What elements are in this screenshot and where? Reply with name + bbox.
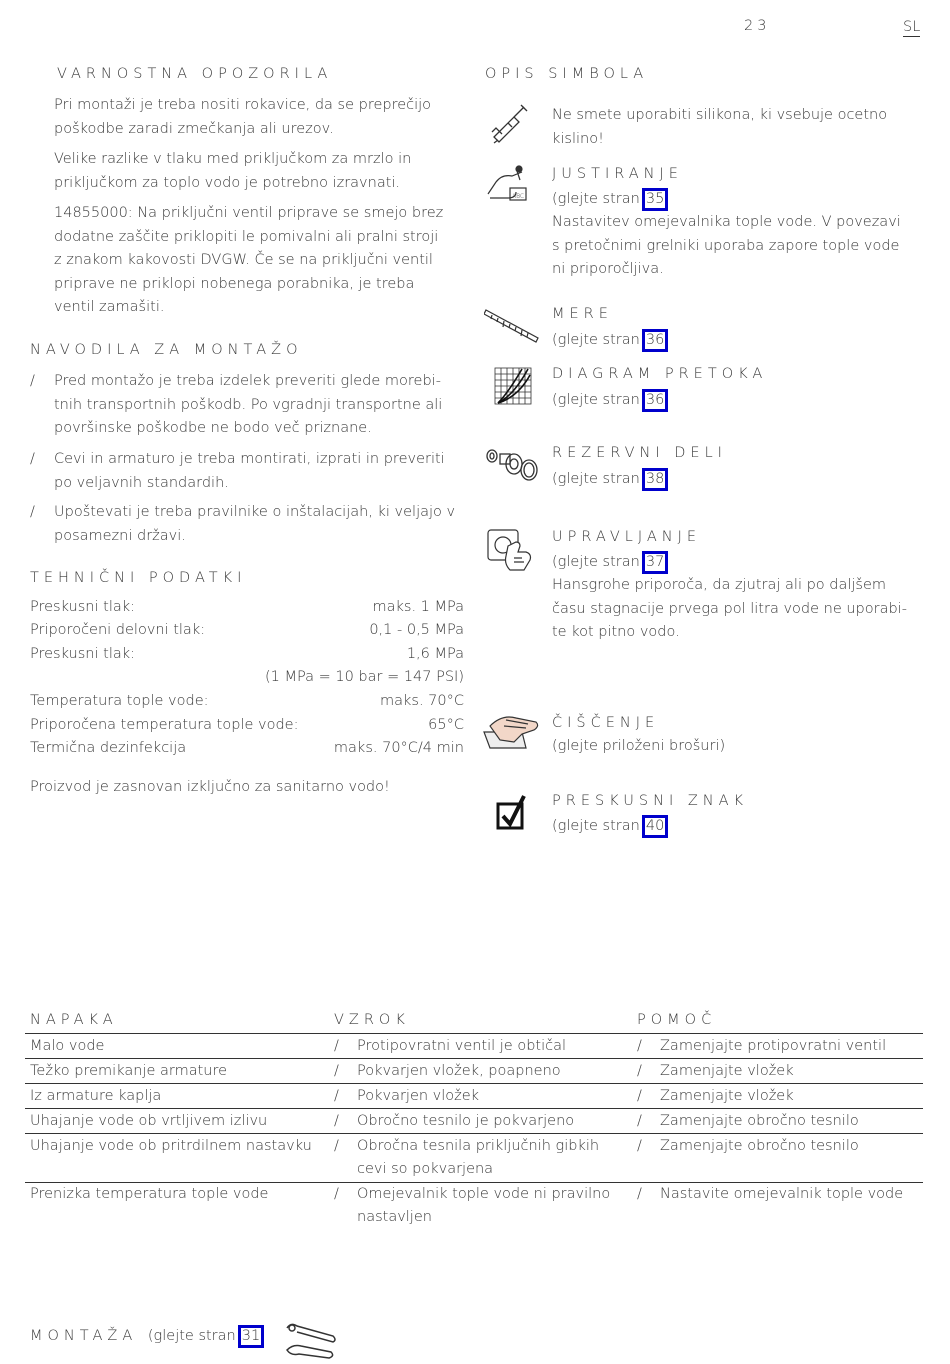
symbol-text <box>552 574 922 645</box>
help-cell: Zamenjajte vložek <box>660 1088 794 1104</box>
bullet-slash: / <box>637 1063 642 1079</box>
safety-paragraph <box>54 202 474 320</box>
table-divider <box>25 1058 923 1059</box>
list-item <box>30 448 470 495</box>
text-line: površinske poškodbe ne bodo več priznane. <box>54 420 372 436</box>
table-divider <box>25 1108 923 1109</box>
text-line: tnih transportnih poškodb. Po vgradnji transportne ali <box>54 396 443 413</box>
see-page-label: (glejte stran <box>552 392 640 408</box>
tech-label: Temperatura tople vode: <box>30 693 209 709</box>
footer-montaza <box>30 1325 264 1348</box>
tech-title: TEHNIČNI PODATKI <box>30 570 247 586</box>
symbol-text <box>552 211 922 282</box>
symbol-title: UPRAVLJANJE <box>552 529 702 545</box>
cause-cell: Pokvarjen vložek, poapneno <box>357 1063 561 1079</box>
tech-value: maks. 1 MPa <box>372 599 464 615</box>
tech-label: Termična dezinfekcija <box>30 740 187 756</box>
text-line: nastavljen <box>357 1209 432 1225</box>
bullet-slash: / <box>637 1138 642 1154</box>
ruler-icon <box>484 306 540 350</box>
symbol-title: REZERVNI DELI <box>552 445 727 461</box>
bullet-slash: / <box>334 1038 339 1054</box>
safety-title: VARNOSTNA OPOZORILA <box>57 66 333 82</box>
tech-value: 0,1 - 0,5 MPa <box>369 622 464 638</box>
text-line: poškodbe zaradi zmečkanja ali urezov. <box>54 120 334 137</box>
symbol-title: PRESKUSNI ZNAK <box>552 793 749 809</box>
cause-cell: Protipovratni ventil je obtičal <box>357 1038 567 1054</box>
table-divider <box>25 1133 923 1134</box>
symbol-text <box>552 104 922 151</box>
page-link-36[interactable]: 36 <box>642 389 668 412</box>
problem-cell: Uhajanje vode ob pritrdilnem nastavku <box>30 1138 312 1154</box>
tech-label: Priporočeni delovni tlak: <box>30 622 206 638</box>
text-line: ventil zamašiti. <box>54 299 165 315</box>
bullet-slash: / <box>637 1088 642 1104</box>
see-page <box>552 188 668 211</box>
symbol-title: DIAGRAM PRETOKA <box>552 366 768 382</box>
symbol-title: ČIŠČENJE <box>552 715 660 731</box>
text-line: Velike razlike v tlaku med priključkom za mrzlo in <box>54 151 412 167</box>
tech-row <box>30 599 464 622</box>
page-link-40[interactable]: 40 <box>642 815 668 838</box>
tech-value: 65°C <box>428 717 464 733</box>
see-brochure: (glejte priloženi brošuri) <box>552 738 726 754</box>
see-page-label: (glejte stran <box>552 332 640 348</box>
symbol-title: JUSTIRANJE <box>552 166 683 182</box>
help-cell: Zamenjajte protipovratni ventil <box>660 1038 887 1054</box>
tech-label: Preskusni tlak: <box>30 599 136 615</box>
see-page-label: (glejte stran <box>552 191 640 207</box>
text-line: priprave ne priklopi nobenega porabnika, je treba <box>54 275 415 292</box>
hand-operation-icon <box>486 528 536 576</box>
cause-cell: Obročno tesnilo je pokvarjeno <box>357 1113 575 1129</box>
text-line: Pred montažo je treba izdelek preveriti glede morebi- <box>54 373 441 389</box>
text-line: Nastavitev omejevalnika tople vode. V povezavi <box>552 214 901 230</box>
install-title: NAVODILA ZA MONTAŽO <box>30 342 303 358</box>
see-page <box>552 389 668 412</box>
see-page-label: (glejte stran <box>552 471 640 487</box>
bullet-slash: / <box>637 1113 642 1129</box>
bullet-slash: / <box>334 1088 339 1104</box>
symbol-title: MERE <box>552 306 613 322</box>
table-header-problem: NAPAKA <box>30 1012 118 1028</box>
footer-title: MONTAŽA <box>30 1328 138 1344</box>
safety-paragraph <box>54 94 474 141</box>
tech-row <box>30 717 464 740</box>
flow-diagram-icon <box>494 367 532 409</box>
table-divider <box>25 1083 923 1084</box>
page-link-31[interactable]: 31 <box>238 1325 264 1348</box>
help-cell: Zamenjajte obročno tesnilo <box>660 1113 859 1129</box>
page-number: 23 <box>744 18 771 34</box>
tech-row <box>30 622 464 645</box>
table-header-cause: VZROK <box>334 1012 410 1028</box>
tech-row <box>30 646 464 669</box>
bullet-slash: / <box>334 1063 339 1079</box>
problem-cell: Uhajanje vode ob vrtljivem izlivu <box>30 1113 268 1129</box>
checkbox-icon <box>496 794 528 836</box>
page-link-35[interactable]: 35 <box>642 188 668 211</box>
see-page <box>552 329 668 352</box>
svg-text:ABC: ABC <box>512 193 525 200</box>
language-code: SL <box>903 19 921 35</box>
list-item <box>30 370 470 441</box>
text-line: cevi so pokvarjena <box>357 1161 494 1177</box>
problem-cell: Prenizka temperatura tople vode <box>30 1186 269 1202</box>
cause-cell <box>357 1183 610 1229</box>
text-line: Obročna tesnila priključnih gibkih <box>357 1138 600 1154</box>
page-link-37[interactable]: 37 <box>642 551 668 574</box>
tech-value: maks. 70°C/4 min <box>333 740 464 756</box>
see-page <box>552 815 668 838</box>
cause-cell <box>357 1135 599 1181</box>
bullet-slash: / <box>334 1186 339 1202</box>
text-line: po veljavnih standardih. <box>54 474 229 491</box>
bullet-slash: / <box>30 373 35 389</box>
see-page-label: (glejte stran <box>552 818 640 834</box>
bullet-slash: / <box>637 1186 642 1202</box>
help-cell: Nastavite omejevalnik tople vode <box>660 1186 904 1202</box>
text-line: Upoštevati je treba pravilnike o inštalacijah, ki veljajo v <box>54 504 456 520</box>
table-divider <box>25 1033 923 1034</box>
text-line: kislino! <box>552 130 604 147</box>
text-line: Hansgrohe priporoča, da zjutraj ali po daljšem <box>552 577 887 593</box>
problem-cell: Težko premikanje armature <box>30 1063 228 1079</box>
text-line: času stagnacije prvega pol litra vode ne uporabi- <box>552 600 907 617</box>
tech-label: Priporočena temperatura tople vode: <box>30 717 299 733</box>
tech-value: (1 MPa = 10 bar = 147 PSI) <box>265 669 464 685</box>
text-line: ni priporočljiva. <box>552 261 664 277</box>
table-header-help: POMOČ <box>637 1012 717 1028</box>
safety-paragraph <box>54 148 474 195</box>
see-page <box>552 468 668 491</box>
list-item <box>30 501 470 548</box>
tech-note: Proizvod je zasnovan izključno za sanitarno vodo! <box>30 779 390 795</box>
see-page <box>552 551 668 574</box>
tech-row <box>30 740 464 763</box>
text-line: z znakom kakovosti DVGW. Če se na priključni ventil <box>54 252 433 268</box>
help-cell: Zamenjajte obročno tesnilo <box>660 1138 859 1154</box>
bullet-slash: / <box>334 1138 339 1154</box>
text-line: dodatne zaščite priklopiti le pomivalni ali pralni stroji <box>54 228 439 245</box>
wrench-icon <box>283 1320 339 1364</box>
tech-value: maks. 70°C <box>379 693 464 709</box>
see-page-label: (glejte stran <box>147 1328 236 1344</box>
text-line: priključkom za toplo vodo je potrebno izravnati. <box>54 174 401 191</box>
tech-row <box>30 693 464 716</box>
spare-parts-icon <box>484 444 542 488</box>
text-line: posamezni državi. <box>54 527 186 544</box>
text-line: Cevi in armaturo je treba montirati, izprati in preveriti <box>54 451 445 467</box>
text-line: s pretočnimi grelniki uporaba zapore tople vode <box>552 237 900 254</box>
text-line: Pri montaži je treba nositi rokavice, da se preprečijo <box>54 97 432 113</box>
text-line: Ne smete uporabiti silikona, ki vsebuje ocetno <box>552 107 888 123</box>
page-link-38[interactable]: 38 <box>642 468 668 491</box>
symbols-title: OPIS SIMBOLA <box>485 66 649 82</box>
cause-cell: Pokvarjen vložek <box>357 1088 480 1104</box>
problem-cell: Malo vode <box>30 1038 105 1054</box>
help-cell: Zamenjajte vložek <box>660 1063 794 1079</box>
text-line: Omejevalnik tople vode ni pravilno <box>357 1186 611 1202</box>
tech-value: 1,6 MPa <box>406 646 464 662</box>
bullet-slash: / <box>334 1113 339 1129</box>
problem-cell: Iz armature kaplja <box>30 1088 162 1104</box>
cleaning-hand-icon <box>482 712 542 756</box>
page-link-36[interactable]: 36 <box>642 329 668 352</box>
text-line: te kot pitno vodo. <box>552 624 680 640</box>
text-line: 14855000: Na priključni ventil priprave se smejo brez <box>54 205 444 221</box>
bullet-slash: / <box>30 504 35 520</box>
adjustment-icon <box>486 164 534 210</box>
tech-label: Preskusni tlak: <box>30 646 136 662</box>
silicone-gun-icon <box>488 103 532 149</box>
see-page-label: (glejte stran <box>552 554 640 570</box>
tech-row <box>30 669 464 692</box>
bullet-slash: / <box>637 1038 642 1054</box>
bullet-slash: / <box>30 451 35 467</box>
